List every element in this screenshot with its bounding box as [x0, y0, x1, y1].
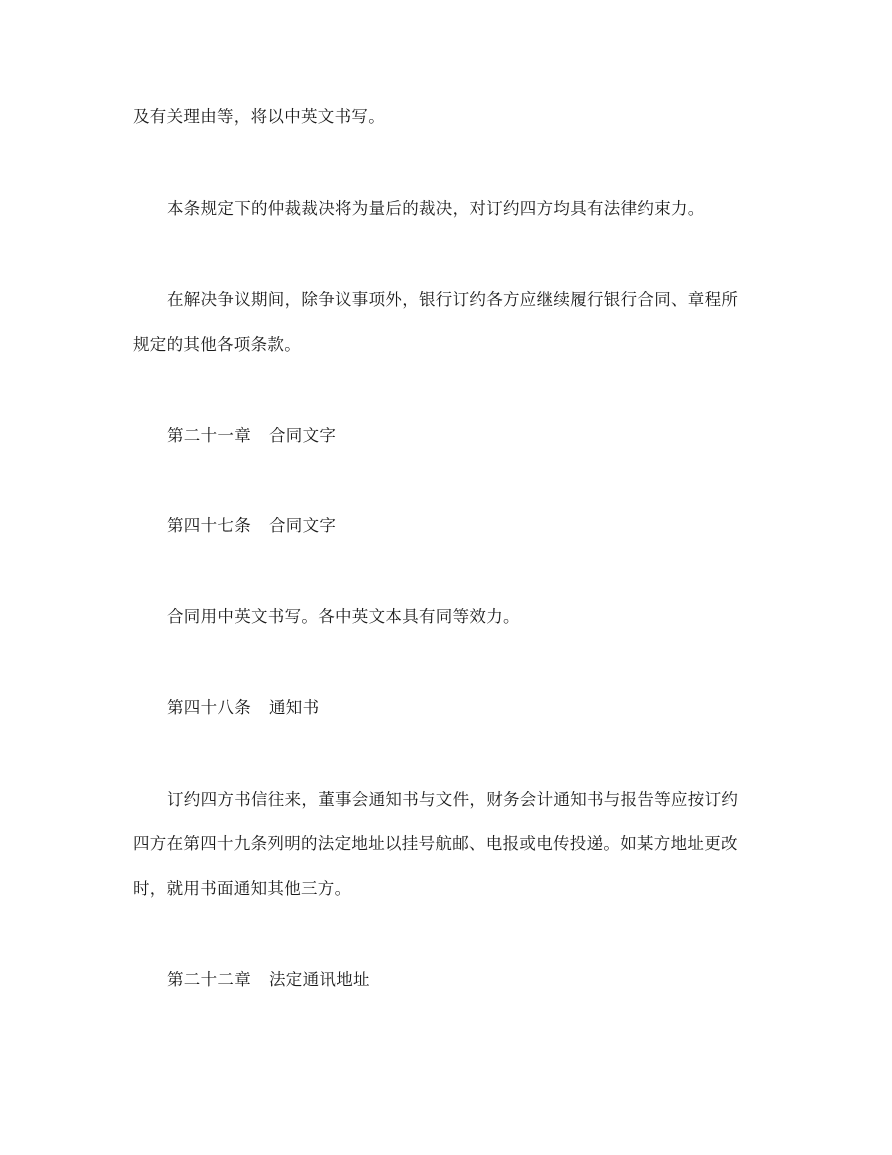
chapter-heading	[167, 970, 807, 990]
chapter-number: 第二十一章	[167, 426, 251, 445]
paragraph-line: 四方在第四十九条列明的法定地址以挂号航邮、电报或电传投递。如某方地址更改	[133, 834, 738, 853]
article-title: 合同文字	[269, 516, 337, 535]
paragraph-line: 规定的其他各项条款。	[133, 335, 301, 354]
article-number: 第四十七条	[167, 516, 251, 535]
chapter-title: 合同文字	[269, 426, 337, 445]
chapter-title: 法定通讯地址	[269, 970, 370, 989]
paragraph-line: 及有关理由等，将以中英文书写。	[133, 107, 385, 126]
article-heading	[167, 698, 807, 718]
paragraph-line: 订约四方书信往来，董事会通知书与文件，财务会计通知书与报告等应按订约	[167, 790, 739, 809]
paragraph-line: 本条规定下的仲裁裁决将为量后的裁决，对订约四方均具有法律约束力。	[167, 199, 705, 218]
paragraph-line: 时，就用书面通知其他三方。	[133, 879, 352, 898]
article-heading	[167, 516, 807, 536]
chapter-number: 第二十二章	[167, 970, 251, 989]
paragraph-line: 在解决争议期间，除争议事项外，银行订约各方应继续履行银行合同、章程所	[167, 290, 739, 309]
article-number: 第四十八条	[167, 698, 251, 717]
chapter-heading	[167, 426, 807, 446]
paragraph-line: 合同用中英文书写。各中英文本具有同等效力。	[167, 607, 520, 626]
article-title: 通知书	[269, 698, 320, 717]
